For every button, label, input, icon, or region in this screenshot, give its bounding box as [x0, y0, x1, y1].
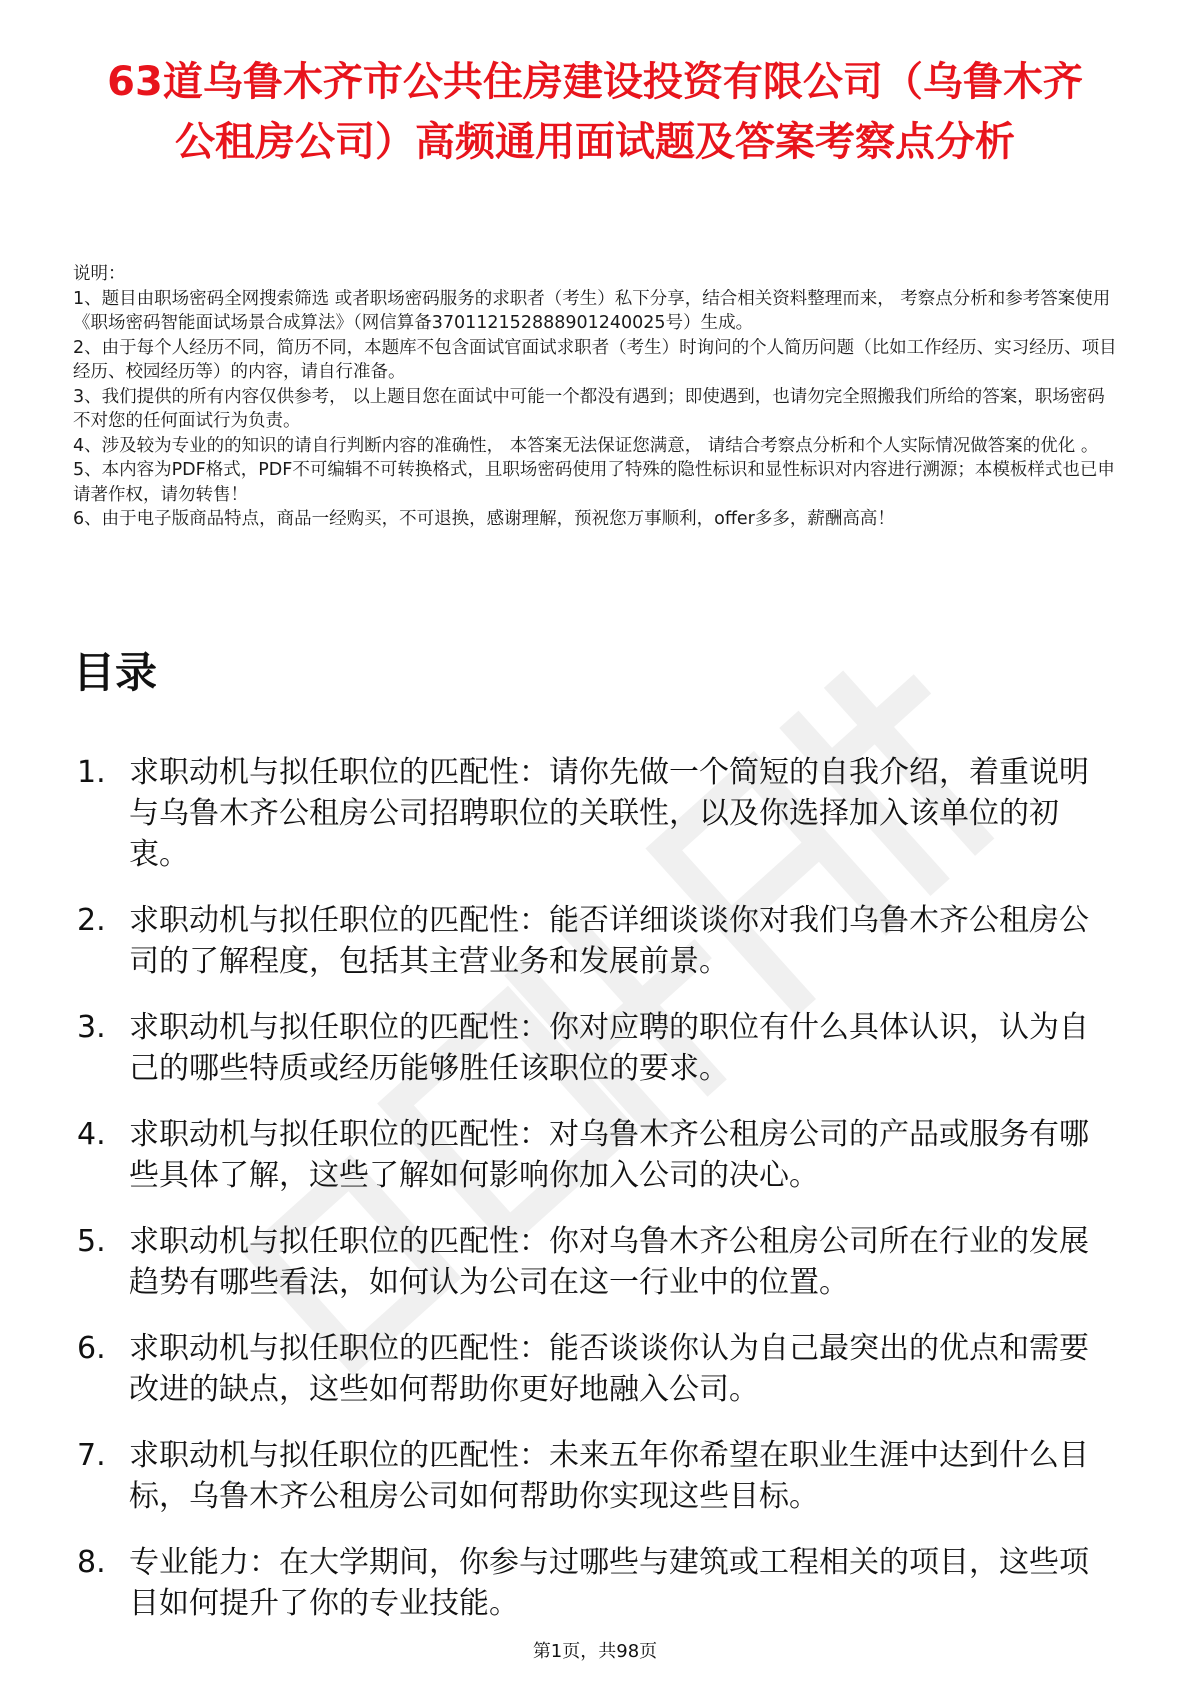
document-title: 63道乌鲁木齐市公共住房建设投资有限公司（乌鲁木齐公租房公司）高频通用面试题及答案考察点分析: [107, 59, 1083, 165]
toc-item-text: 求职动机与拟任职位的匹配性：能否详细谈谈你对我们乌鲁木齐公租房公司的了解程度，包括其主营业务和发展前景。: [129, 903, 1089, 979]
toc-item-text: 求职动机与拟任职位的匹配性：你对乌鲁木齐公租房公司所在行业的发展趋势有哪些看法，如何认为公司在这一行业中的位置。: [129, 1224, 1089, 1300]
toc-item[interactable]: [73, 1221, 1118, 1303]
toc-item-number: 4.: [77, 1117, 106, 1152]
toc-item-text: 专业能力：在大学期间，你参与过哪些与建筑或工程相关的项目，这些项目如何提升了你的专业技能。: [129, 1545, 1089, 1621]
toc-item-text: 求职动机与拟任职位的匹配性：未来五年你希望在职业生涯中达到什么目标，乌鲁木齐公租房公司如何帮助你实现这些目标。: [129, 1438, 1089, 1514]
table-of-contents: [73, 752, 1118, 1649]
toc-item-number: 8.: [77, 1545, 106, 1580]
toc-item-text: 求职动机与拟任职位的匹配性：你对应聘的职位有什么具体认识，认为自己的哪些特质或经历能够胜任该职位的要求。: [129, 1010, 1089, 1086]
toc-item[interactable]: [73, 900, 1118, 982]
toc-item-text: 求职动机与拟任职位的匹配性：能否谈谈你认为自己最突出的优点和需要改进的缺点，这些如何帮助你更好地融入公司。: [129, 1331, 1089, 1407]
toc-item[interactable]: [73, 1007, 1118, 1089]
page-footer: 第1页，共98页: [532, 1641, 658, 1662]
note-item: 5、本内容为PDF格式，PDF不可编辑不可转换格式，且职场密码使用了特殊的隐性标识和显性标识对内容进行溯源；本模板样式也已申请著作权，请勿转售！: [73, 460, 1115, 505]
toc-item-number: 3.: [77, 1010, 106, 1045]
note-item: 2、由于每个人经历不同，简历不同，本题库不包含面试官面试求职者（考生）时询问的个人简历问题（比如工作经历、实习经历、项目经历、校园经历等）的内容，请自行准备。: [73, 337, 1117, 382]
note-item: 4、涉及较为专业的的知识的请自行判断内容的准确性， 本答案无法保证您满意， 请结合考察点分析和个人实际情况做答案的优化 。: [73, 435, 1099, 456]
toc-item-text: 求职动机与拟任职位的匹配性：对乌鲁木齐公租房公司的产品或服务有哪些具体了解，这些了解如何影响你加入公司的决心。: [129, 1117, 1089, 1193]
toc-item-number: 1.: [77, 755, 106, 790]
toc-item[interactable]: [73, 1435, 1118, 1517]
toc-item-number: 2.: [77, 903, 106, 938]
toc-heading: 目录: [73, 648, 158, 697]
note-item: 6、由于电子版商品特点，商品一经购买，不可退换，感谢理解，预祝您万事顺利，offer多多，薪酬高高！: [73, 509, 895, 529]
toc-item[interactable]: [73, 1114, 1118, 1196]
toc-item-number: 5.: [77, 1224, 106, 1259]
toc-item-number: 6.: [77, 1331, 106, 1366]
toc-item-number: 7.: [77, 1438, 106, 1473]
disclaimer-notes: [73, 262, 1118, 532]
toc-item[interactable]: [73, 1542, 1118, 1624]
notes-heading: 说明：: [73, 264, 126, 284]
toc-item-text: 求职动机与拟任职位的匹配性：请你先做一个简短的自我介绍，着重说明与乌鲁木齐公租房公司招聘职位的关联性，以及你选择加入该单位的初衷。: [129, 755, 1089, 872]
note-item: 3、我们提供的所有内容仅供参考， 以上题目您在面试中可能一个都没有遇到；即使遇到，也请勿完全照搬我们所给的答案，职场密码不对您的任何面试行为负责。: [73, 386, 1105, 431]
toc-item[interactable]: [73, 1328, 1118, 1410]
toc-item[interactable]: [73, 752, 1118, 875]
note-item: 1、题目由职场密码全网搜索筛选 或者职场密码服务的求职者（考生）私下分享，结合相关资料整理而来， 考察点分析和参考答案使用《职场密码智能面试场景合成算法》（网信算备370112152888901240025号）生成。: [73, 288, 1111, 333]
